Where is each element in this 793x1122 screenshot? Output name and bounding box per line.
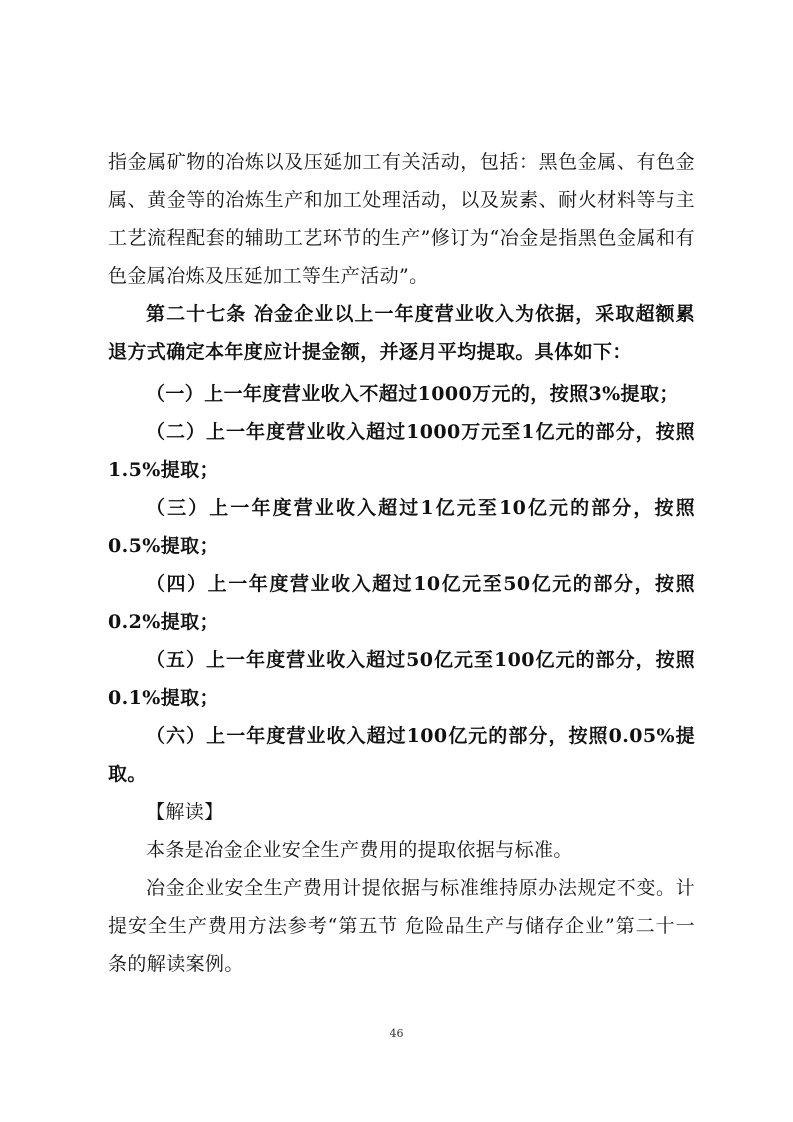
- interpretation-detail: 冶金企业安全生产费用计提依据与标准维持原办法规定不变。计提安全生产费用方法参考“第五节 危险品生产与储存企业”第二十一条的解读案例。: [108, 877, 695, 975]
- document-body: [108, 143, 695, 983]
- rate-item-1: （一）上一年度营业收入不超过1000万元的，按照3%提取；: [146, 383, 679, 405]
- rate-item-5: （五）上一年度营业收入超过50亿元至100亿元的部分，按照0.1%提取；: [108, 649, 695, 709]
- interpretation-summary: 本条是冶金企业安全生产费用的提取依据与标准。: [146, 839, 573, 861]
- rate-item-2: （二）上一年度营业收入超过1000万元至1亿元的部分，按照1.5%提取；: [108, 421, 695, 481]
- article-27: 第二十七条 冶金企业以上一年度营业收入为依据，采取超额累退方式确定本年度应计提金额，并逐月平均提取。具体如下：: [108, 303, 695, 363]
- rate-item-4: （四）上一年度营业收入超过10亿元至50亿元的部分，按照0.2%提取；: [108, 573, 695, 633]
- interpretation-heading: 【解读】: [146, 801, 224, 823]
- rate-item-6: （六）上一年度营业收入超过100亿元的部分，按照0.05%提取。: [108, 725, 695, 785]
- page-number: 46: [389, 1027, 404, 1040]
- paragraph-metallurgy-definition: 指金属矿物的冶炼以及压延加工有关活动，包括：黑色金属、有色金属、黄金等的冶炼生产和加工处理活动，以及炭素、耐火材料等与主工艺流程配套的辅助工艺环节的生产”修订为“冶金是指黑色金属和有色金属冶炼及压延加工等生产活动”。: [108, 151, 695, 287]
- rate-item-3: （三）上一年度营业收入超过1亿元至10亿元的部分，按照0.5%提取；: [108, 497, 695, 557]
